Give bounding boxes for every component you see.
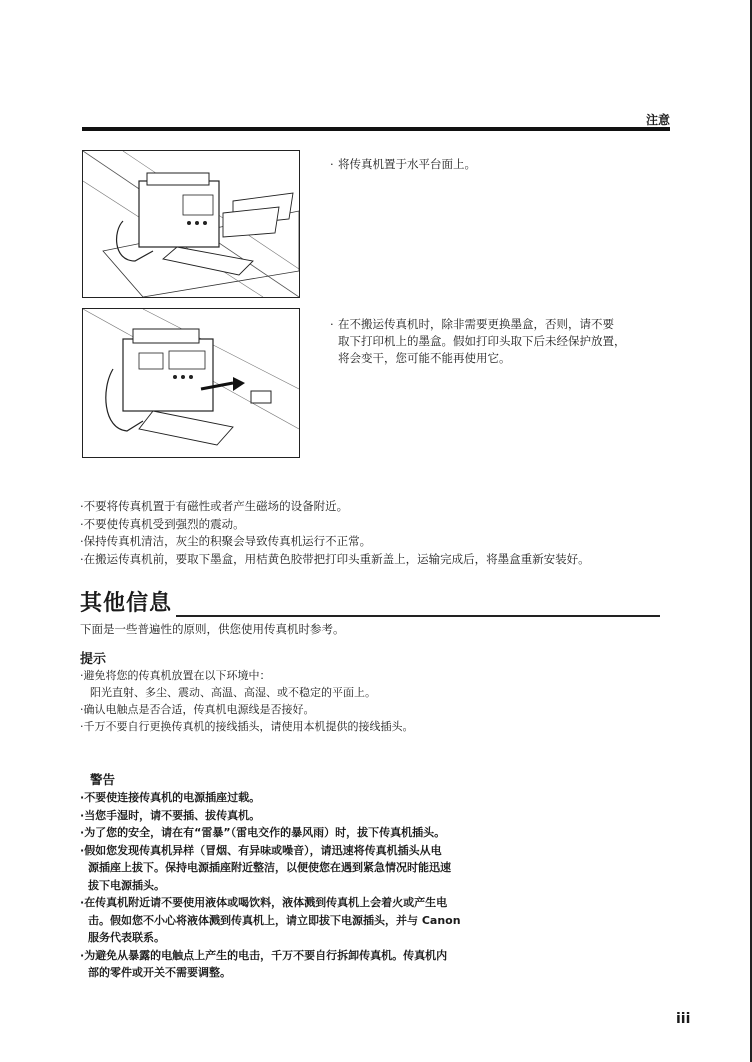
tips-list — [80, 667, 680, 735]
list-item: ·在传真机附近请不要使用液体或喝饮料，液体溅到传真机上会着火或产生电 — [80, 896, 448, 909]
section-title-rule — [176, 615, 660, 617]
list-item: ·为了您的安全，请在有“雷暴”（雷电交作的暴风雨）时，拔下传真机插头。 — [80, 826, 446, 839]
list-item: ·为避免从暴露的电触点上产生的电击，千万不要自行拆卸传真机。传真机内 — [80, 948, 448, 962]
note-1-line-1: 将传真机置于水平台面上。 — [338, 157, 476, 171]
list-item: ·当您手湿时，请不要插、拔传真机。 — [80, 808, 261, 822]
section-title: 其他信息 — [80, 591, 173, 616]
note-2-line-2: 取下打印机上的墨盒。假如打印头取下后未经保护放置， — [338, 334, 626, 348]
list-item: ·确认电触点是否合适，传真机电源线是否接好。 — [80, 703, 315, 716]
list-item: ·不要将传真机置于有磁性或者产生磁场的设备附近。 — [80, 499, 349, 513]
caution-bullet-list — [80, 498, 680, 568]
list-item: 阳光直射、多尘、震动、高温、高湿、或不稳定的平面上。 — [90, 686, 376, 699]
warnings-heading: 警告 — [90, 772, 116, 787]
header-rule — [82, 127, 670, 131]
list-item: ·不要使传真机受到强烈的震动。 — [80, 516, 245, 531]
warnings-list: ·不要使连接传真机的电源插座过载。 ·当您手湿时，请不要插、拔传真机。 ·为了您的安全，请在有“雷暴”（雷电交作的暴风雨）时，拔下传真机插头。 ·假如您发现传真机异样（冒烟、有异味或噪音），请迅速将传真机插头从电 源插座上拔下。保持电源插座附近整洁，以便使您在遇到紧急情况时能迅速 拔下电源插头。 ·在传真机附近请不要使用液体或喝饮料，液体溅到传真机上会着火或产生电 击。假如您不小心将液体溅到传真机上，请立即拔下电源插头，并与 Canon 服务代表联系。 ·为避免从暴露的电触点上产生的电击，千万不要自行拆卸传真机。传真机内 部的零件或开关不需要调整。 — [80, 789, 540, 982]
list-item: ·避免将您的传真机放置在以下环境中： — [80, 669, 271, 682]
list-item: ·假如您发现传真机异样（冒烟、有异味或噪音），请迅速将传真机插头从电 — [80, 843, 442, 857]
header-label: 注意 — [645, 113, 670, 127]
illustration-note-1: · 将传真机置于水平台面上。 — [330, 157, 476, 171]
note-2-line-1: 在不搬运传真机时，除非需要更换墨盒，否则，请不要 — [338, 317, 614, 331]
note-2-line-3: 将会变干，您可能不能再使用它。 — [338, 351, 511, 365]
page-number: iii — [676, 1011, 691, 1027]
cartridge-removal-illustration — [82, 308, 300, 458]
tips-heading: 提示 — [80, 652, 107, 667]
fax-on-flat-surface-illustration — [82, 150, 300, 298]
list-item: ·千万不要自行更换传真机的接线插头，请使用本机提供的接线插头。 — [80, 720, 414, 733]
list-item: ·保持传真机清洁，灰尘的积聚会导致传真机运行不正常。 — [80, 534, 372, 548]
list-item: ·不要使连接传真机的电源插座过载。 — [80, 791, 261, 804]
illustration-note-2: · 在不搬运传真机时，除非需要更换墨盒，否则，请不要 取下打印机上的墨盒。假如打印头取下后未经保护放置， 将会变干，您可能不能再使用它。 — [330, 316, 690, 367]
list-item: ·在搬运传真机前，要取下墨盒，用桔黄色胶带把打印头重新盖上，运输完成后，将墨盒重新安装好。 — [80, 551, 590, 566]
section-intro: 下面是一些普遍性的原则，供您使用传真机时参考。 — [80, 622, 345, 636]
